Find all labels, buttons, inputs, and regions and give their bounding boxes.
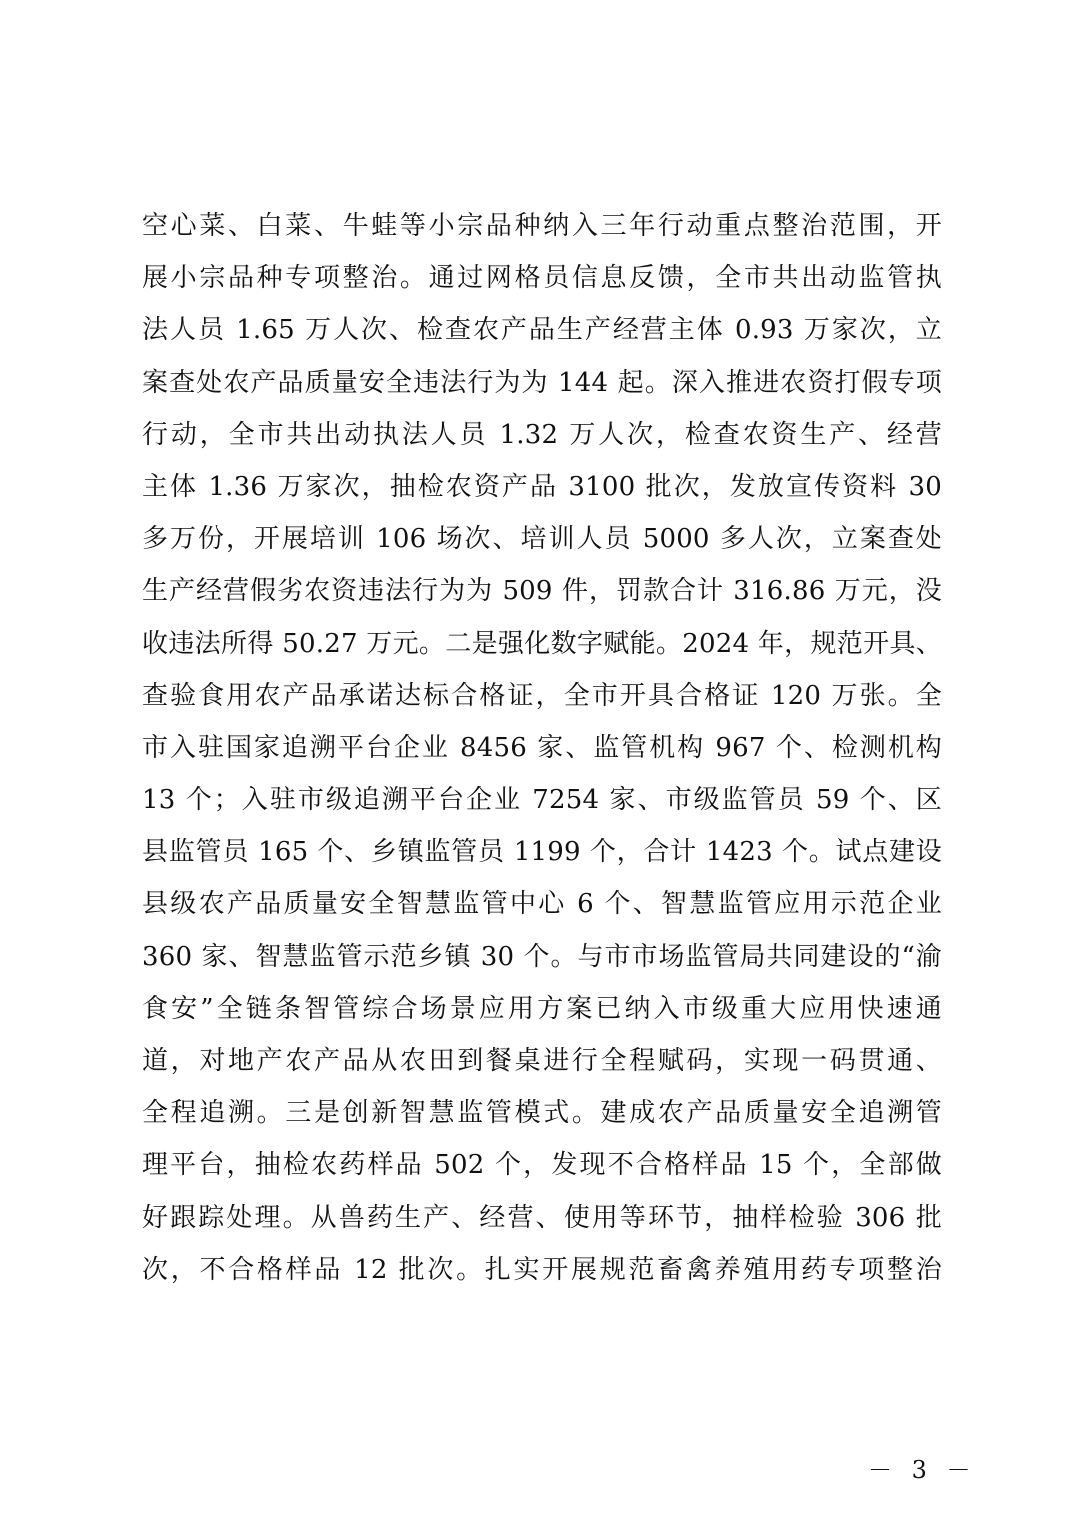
text-line: 好跟踪处理。从兽药生产、经营、使用等环节，抽样检验 306 批 — [142, 1202, 942, 1233]
text-line: 360 家、智慧监管示范乡镇 30 个。与市市场监管局共同建设的“渝 — [142, 941, 942, 972]
text-line: 道，对地产农产品从农田到餐桌进行全程赋码，实现一码贯通、 — [142, 1046, 942, 1076]
text-line: 县监管员 165 个、乡镇监管员 1199 个，合计 1423 个。试点建设 — [142, 837, 942, 868]
text-line: 13 个；入驻市级追溯平台企业 7254 家、市级监管员 59 个、区 — [142, 785, 942, 816]
text-line: 县级农产品质量安全智慧监管中心 6 个、智慧监管应用示范企业 — [142, 889, 942, 920]
text-line: 查验食用农产品承诺达标合格证，全市开具合格证 120 万张。全 — [142, 680, 942, 711]
text-line: 理平台，抽检农药样品 502 个，发现不合格样品 15 个，全部做 — [142, 1150, 942, 1181]
text-line: 次，不合格样品 12 批次。扎实开展规范畜禽养殖用药专项整治 — [142, 1254, 942, 1285]
text-line: 市入驻国家追溯平台企业 8456 家、监管机构 967 个、检测机构 — [142, 732, 942, 763]
text-line: 法人员 1.65 万人次、检查农产品生产经营主体 0.93 万家次，立 — [142, 315, 942, 346]
body-paragraph — [142, 200, 942, 1296]
text-line: 案查处农产品质量安全违法行为为 144 起。深入推进农资打假专项 — [142, 367, 942, 398]
text-line: 多万份，开展培训 106 场次、培训人员 5000 多人次，立案查处 — [142, 524, 942, 555]
text-line: 主体 1.36 万家次，抽检农资产品 3100 批次，发放宣传资料 30 — [142, 471, 942, 502]
text-line: 食安”全链条智管综合场景应用方案已纳入市级重大应用快速通 — [142, 993, 942, 1024]
text-line: 展小宗品种专项整治。通过网格员信息反馈，全市共出动监管执 — [142, 263, 942, 294]
text-line: 全程追溯。三是创新智慧监管模式。建成农产品质量安全追溯管 — [142, 1098, 942, 1129]
page-number: － 3 － — [868, 1456, 977, 1484]
text-line: 生产经营假劣农资违法行为为 509 件，罚款合计 316.86 万元，没 — [142, 576, 942, 607]
text-line: 行动，全市共出动执法人员 1.32 万人次，检查农资生产、经营 — [142, 419, 942, 450]
text-line: 收违法所得 50.27 万元。二是强化数字赋能。2024 年，规范开具、 — [142, 628, 942, 659]
text-line: 空心菜、白菜、牛蛙等小宗品种纳入三年行动重点整治范围，开 — [142, 211, 942, 241]
